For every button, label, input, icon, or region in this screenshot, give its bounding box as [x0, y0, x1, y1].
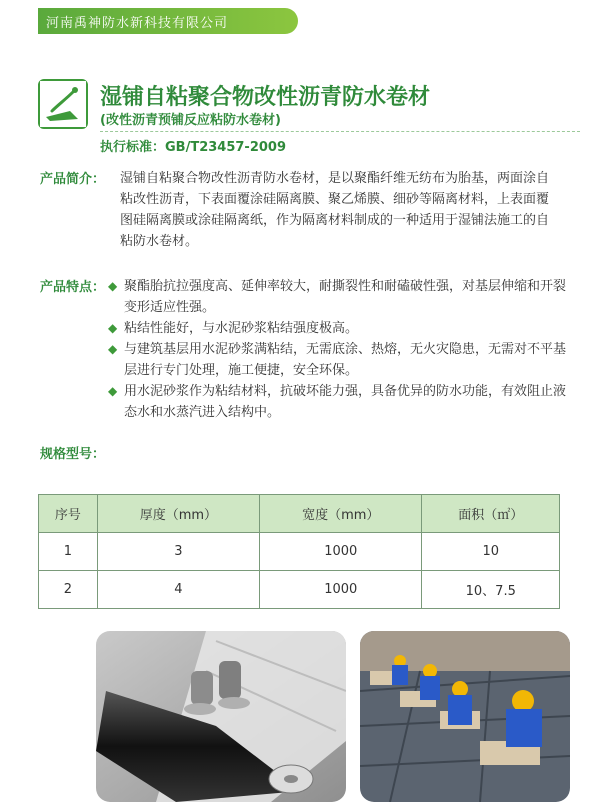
feature-item: ◆ 聚酯胎抗拉强度高、延伸率较大，耐撕裂性和耐磕破性强，对基层伸缩和开裂变形适应性强。	[108, 276, 568, 318]
specs-table	[38, 494, 560, 609]
intro-label: 产品简介：	[40, 172, 106, 187]
features-list	[108, 276, 568, 423]
column-header: 序号	[39, 495, 98, 533]
table-header-row	[39, 495, 560, 533]
table-cell: 4	[97, 571, 259, 609]
table-cell: 10	[422, 533, 560, 571]
diamond-bullet-icon: ◆	[108, 279, 118, 293]
table-row	[39, 571, 560, 609]
standard-text: 执行标准：GB/T23457-2009	[100, 140, 286, 155]
table-cell: 1000	[260, 571, 422, 609]
feature-item: ◆ 用水泥砂浆作为粘结材料，抗破坏能力强，具备优异的防水功能，有效阻止液态水和水蒸汽进入结构中。	[108, 381, 568, 423]
diamond-bullet-icon: ◆	[108, 342, 118, 356]
table-cell: 2	[39, 571, 98, 609]
diamond-bullet-icon: ◆	[108, 321, 118, 335]
company-name: 河南禹神防水新科技有限公司	[46, 16, 229, 31]
diamond-bullet-icon: ◆	[108, 384, 118, 398]
table-cell: 10、7.5	[422, 571, 560, 609]
product-subtitle: (改性沥青预铺反应粘防水卷材)	[100, 113, 281, 128]
product-title: 湿铺自粘聚合物改性沥青防水卷材	[100, 85, 431, 110]
table-cell: 3	[97, 533, 259, 571]
workers-installation-photo	[360, 631, 570, 802]
table-cell: 1000	[260, 533, 422, 571]
column-header: 宽度（mm）	[260, 495, 422, 533]
features-label: 产品特点：	[40, 280, 106, 295]
table-cell: 1	[39, 533, 98, 571]
divider	[100, 131, 580, 132]
membrane-roll-photo	[96, 631, 346, 802]
specs-label: 规格型号：	[40, 447, 106, 462]
column-header: 面积（㎡）	[422, 495, 560, 533]
intro-text: 湿铺自粘聚合物改性沥青防水卷材，是以聚酯纤维无纺布为胎基，两面涂自粘改性沥青，下表面覆涂硅隔离膜、聚乙烯膜、细砂等隔离材料，上表面覆图硅隔离膜或涂硅隔离纸，作为隔离材料制成的一种适用于湿铺法施工的自粘防水卷材。	[120, 171, 550, 249]
column-header: 厚度（mm）	[97, 495, 259, 533]
table-row	[39, 533, 560, 571]
trowel-logo-icon	[38, 79, 88, 129]
feature-item: ◆ 与建筑基层用水泥砂浆满粘结，无需底涂、热熔，无火灾隐患，无需对不平基层进行专门处理，施工便捷，安全环保。	[108, 339, 568, 381]
feature-item: ◆ 粘结性能好，与水泥砂浆粘结强度极高。	[108, 318, 568, 339]
